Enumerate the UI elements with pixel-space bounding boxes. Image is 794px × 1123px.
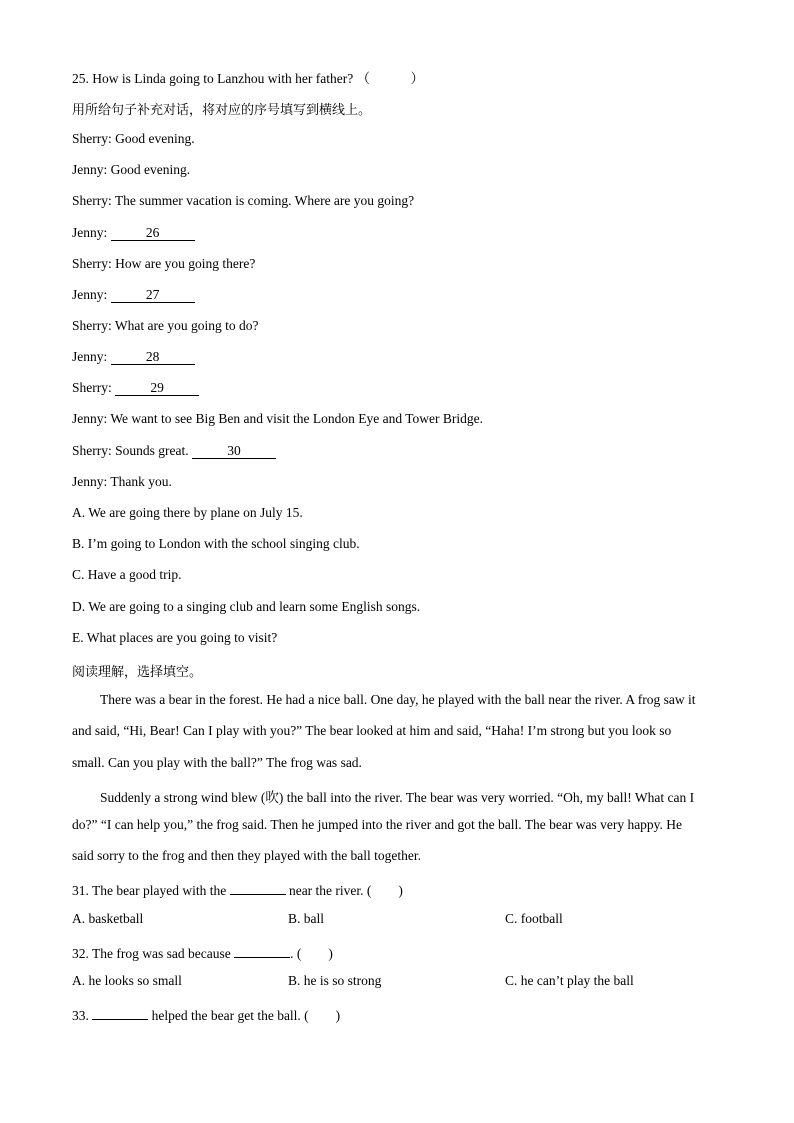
question-text: 32. The frog was sad because <box>72 946 235 961</box>
dialogue-line <box>72 443 276 459</box>
question-33 <box>72 1004 340 1024</box>
passage-line: There was a bear in the forest. He had a nice ball. One day, he played with the ball near the river. A frog saw it <box>100 692 696 707</box>
question-31 <box>72 879 403 899</box>
speaker: Sherry: Sounds great. <box>72 443 192 458</box>
question-text: helped the bear get the ball. ( ) <box>148 1008 341 1023</box>
speaker: Sherry: <box>72 380 116 395</box>
answer-blank[interactable] <box>230 894 286 895</box>
dialogue-instruction: 用所给句子补充对话，将对应的序号填写到横线上。 <box>72 103 372 118</box>
answer-blank-28[interactable]: 28 <box>111 350 195 365</box>
speaker: Jenny: <box>72 349 111 364</box>
option-d: D. We are going to a singing club and learn some English songs. <box>72 599 421 614</box>
dialogue-line: Jenny: We want to see Big Ben and visit the London Eye and Tower Bridge. <box>72 411 484 426</box>
question-text: 33. <box>72 1008 93 1023</box>
passage-line: do?” “I can help you,” the frog said. Then he jumped into the river and got the ball. The bear was very happy. He <box>72 817 683 832</box>
dialogue-line: Jenny: Good evening. <box>72 162 191 177</box>
answer-blank-26[interactable]: 26 <box>111 226 195 241</box>
answer-blank[interactable] <box>234 957 290 958</box>
dialogue-line: Sherry: Good evening. <box>72 131 195 146</box>
question-text: . ( ) <box>290 946 333 961</box>
dialogue-line: Sherry: What are you going to do? <box>72 318 259 333</box>
question-text: near the river. ( ) <box>285 883 403 898</box>
passage-line: said sorry to the frog and then they played with the ball together. <box>72 848 422 863</box>
passage-line: Suddenly a strong wind blew (吹) the ball into the river. The bear was very worried. “Oh, my ball! What can I <box>100 790 695 805</box>
q31-option-c: C. football <box>505 911 563 926</box>
answer-blank-30[interactable]: 30 <box>192 444 276 459</box>
option-a: A. We are going there by plane on July 15. <box>72 505 303 520</box>
q32-option-b: B. he is so strong <box>288 973 382 988</box>
dialogue-line: Sherry: How are you going there? <box>72 256 256 271</box>
dialogue-line: Jenny: Thank you. <box>72 474 172 489</box>
q31-option-a: A. basketball <box>72 911 144 926</box>
speaker: Jenny: <box>72 225 111 240</box>
dialogue-line: Sherry: The summer vacation is coming. Where are you going? <box>72 193 415 208</box>
passage-line: small. Can you play with the ball?” The frog was sad. <box>72 755 362 770</box>
question-25: 25. How is Linda going to Lanzhou with her father? （ ） <box>72 71 425 86</box>
reading-instruction: 阅读理解，选择填空。 <box>72 665 203 680</box>
passage-line: and said, “Hi, Bear! Can I play with you?” The bear looked at him and said, “Haha! I’m strong but you look so <box>72 723 672 738</box>
q32-option-a: A. he looks so small <box>72 973 182 988</box>
dialogue-line <box>72 349 195 365</box>
dialogue-line <box>72 225 195 241</box>
answer-blank-27[interactable]: 27 <box>111 288 195 303</box>
option-b: B. I’m going to London with the school singing club. <box>72 536 360 551</box>
q32-option-c: C. he can’t play the ball <box>505 973 634 988</box>
question-text: 31. The bear played with the <box>72 883 230 898</box>
option-c: C. Have a good trip. <box>72 567 182 582</box>
answer-blank[interactable] <box>92 1019 148 1020</box>
speaker: Jenny: <box>72 287 111 302</box>
q31-option-b: B. ball <box>288 911 324 926</box>
option-e: E. What places are you going to visit? <box>72 630 278 645</box>
question-32 <box>72 942 333 962</box>
dialogue-line <box>72 287 195 303</box>
answer-blank-29[interactable]: 29 <box>115 381 199 396</box>
dialogue-line <box>72 380 199 396</box>
